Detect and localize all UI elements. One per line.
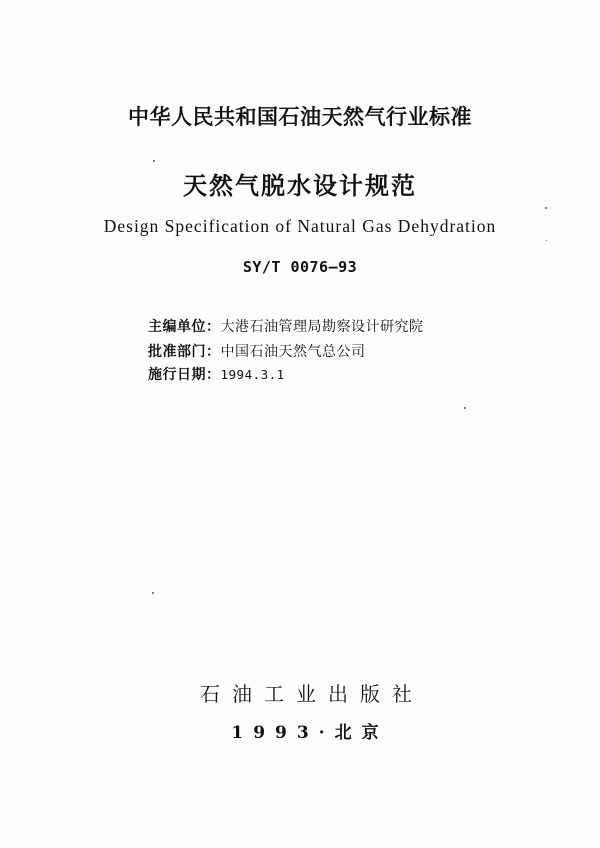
meta-label-effective-date: 施行日期：	[148, 367, 221, 383]
standard-code: SY/T 0076—93	[242, 258, 358, 276]
meta-row-editor	[148, 316, 424, 336]
scan-speck	[153, 160, 155, 162]
meta-value-editor: 大港石油管理局勘察设计研究院	[220, 319, 424, 335]
scan-speck	[545, 207, 547, 209]
meta-row-approver	[148, 341, 366, 361]
publisher-name: 石油工业出版社	[200, 682, 424, 706]
meta-value-approver: 中国石油天然气总公司	[220, 344, 366, 360]
scan-speck	[464, 407, 466, 409]
document-title-chinese: 天然气脱水设计规范	[183, 171, 417, 200]
standard-series-heading: 中华人民共和国石油天然气行业标准	[128, 104, 472, 129]
scan-speck	[152, 592, 154, 594]
meta-row-effective-date	[148, 364, 285, 384]
scan-speck	[546, 240, 547, 241]
meta-value-effective-date: 1994.3.1	[220, 367, 285, 382]
document-title-english: Design Specification of Natural Gas Dehydration	[103, 216, 497, 236]
publication-place-year: 1993·北京	[231, 723, 389, 743]
meta-label-editor: 主编单位：	[148, 319, 221, 335]
meta-label-approver: 批准部门：	[148, 344, 221, 360]
